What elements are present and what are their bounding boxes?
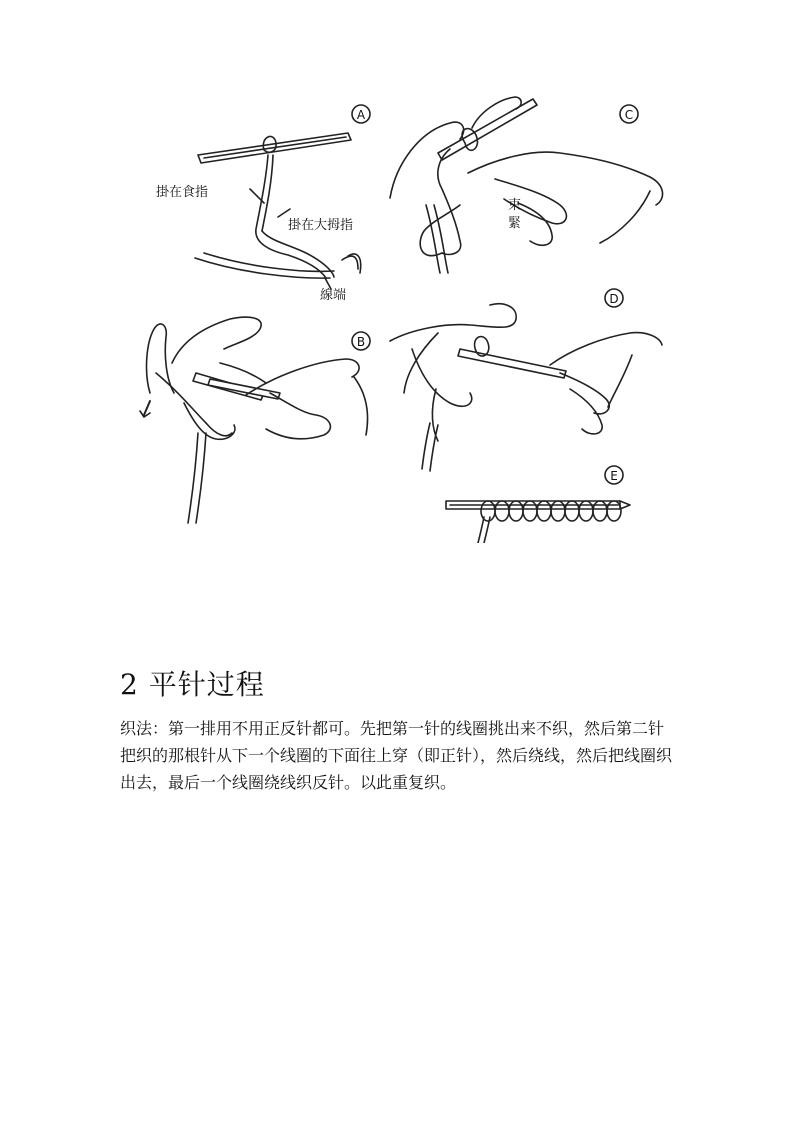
label-index-finger: 掛在食指 [156,185,209,200]
panel-d-letter: D [609,292,619,306]
panel-e-letter: E [610,469,618,483]
panel-b-letter: B [356,335,366,349]
section-body: 织法：第一排用不用正反针都可。先把第一针的线圈挑出来不织，然后第二针把织的那根针从下一个线圈的下面往上穿（即正针），然后绕线，然后把线圈织出去，最后一个线圈绕线织反针。以此重复织。 [120,719,673,792]
panel-d-drawing [390,289,662,471]
panel-a-letter: A [356,108,366,122]
illustration-svg [120,93,673,543]
panel-a-drawing [195,105,370,289]
label-thumb: 掛在大拇指 [288,218,354,233]
label-tighten-2: 緊 [508,216,522,231]
label-tighten-1: 束 [508,198,522,213]
section-title: 2 平针过程 [120,668,265,701]
label-yarn-end: 線端 [320,288,347,303]
panel-c-drawing [390,97,663,273]
panel-e-drawing [446,466,630,543]
panel-b-drawing [140,317,370,523]
panel-c-letter: C [624,108,634,122]
knitting-illustration [120,93,673,543]
